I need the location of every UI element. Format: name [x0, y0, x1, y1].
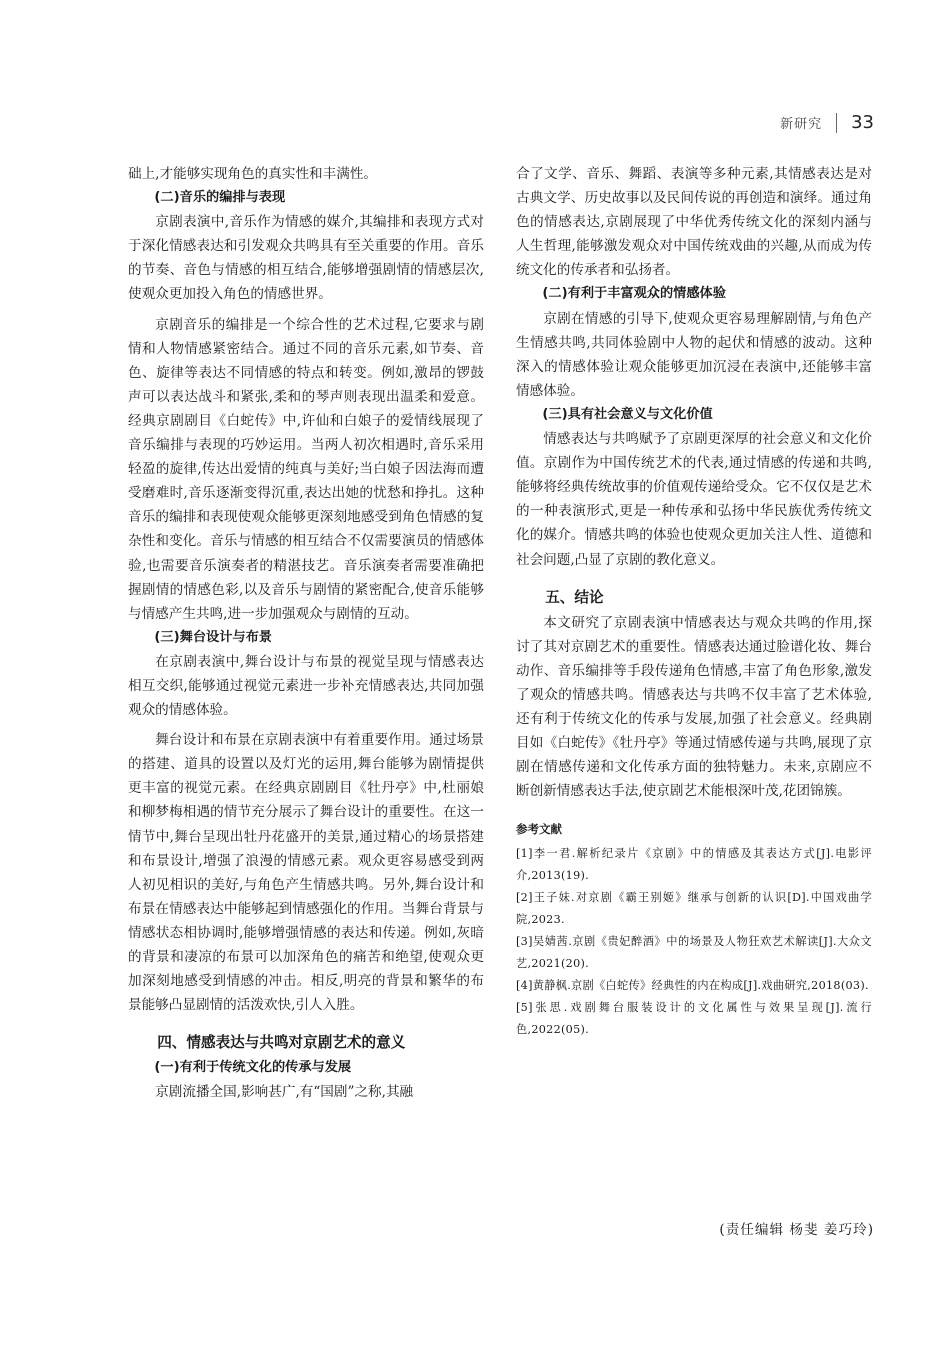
header-divider [836, 113, 837, 133]
reference-item: [3]吴婧茜.京剧《贵妃醉酒》中的场景及人物狂欢艺术解读[J].大众文艺,2021(20). [516, 935, 872, 971]
reference-item: [2]王子妹.对京剧《霸王别姬》继承与创新的认识[D].中国戏曲学院,2023. [516, 891, 872, 927]
running-header [780, 112, 874, 133]
subheading-social: (三)具有社会意义与文化价值 [542, 406, 713, 422]
reference-item: [1]李一君.解析纪录片《京剧》中的情感及其表达方式[J].电影评介,2013(19). [516, 847, 872, 883]
paragraph-continued: 合了文学、音乐、舞蹈、表演等多种元素,其情感表达是对古典文学、历史故事以及民间传说的再创造和演绎。通过角色的情感表达,京剧展现了中华优秀传统文化的深刻内涵与人生哲理,能够激发观众对中国传统戏曲的兴趣,从而成为传统文化的传承者和弘扬者。 [516, 166, 872, 279]
paragraph: 京剧流播全国,影响甚广,有“国剧”之称,其融 [155, 1084, 414, 1101]
reference-item: [4]黄静枫.京剧《白蛇传》经典性的内在构成[J].戏曲研究,2018(03). [516, 979, 869, 993]
paragraph: 舞台设计和布景在京剧表演中有着重要作用。通过场景的搭建、道具的设置以及灯光的运用,舞台能够为剧情提供更丰富的视觉元素。在经典京剧剧目《牡丹亭》中,杜丽娘和柳梦梅相遇的情节充分展示了舞台设计的重要性。在这一情节中,舞台呈现出牡丹花盛开的美景,通过精心的场景搭建和布景设计,增强了浪漫的情感元素。观众更容易感受到两人初见相识的美好,与角色产生情感共鸣。另外,舞台设计和布景在情感表达中能够起到情感强化的作用。当舞台背景与情感状态相协调时,能够增强情感的表达和传递。例如,灰暗的背景和凄凉的布景可以加深角色的痛苦和绝望,使观众更加深刻地感受到情感的冲击。相反,明亮的背景和繁华的布景能够凸显剧情的活泼欢快,引人入胜。 [128, 732, 484, 1014]
paragraph: 本文研究了京剧表演中情感表达与观众共鸣的作用,探讨了其对京剧艺术的重要性。情感表达通过脸谱化妆、舞台动作、音乐编排等手段传递角色情感,丰富了角色形象,激发了观众的情感共鸣。情感表达与共鸣不仅丰富了艺术体验,还有利于传统文化的传承与发展,加强了社会意义。经典剧目如《白蛇传》《牡丹亭》等通过情感传递与共鸣,展现了京剧在情感传递和文化传承方面的独特魅力。未来,京剧应不断创新情感表达手法,使京剧艺术能根深叶茂,花团锦簇。 [516, 614, 872, 800]
section-heading-significance: 四、情感表达与共鸣对京剧艺术的意义 [157, 1034, 406, 1052]
page-number: 33 [851, 112, 874, 133]
paragraph: 京剧音乐的编排是一个综合性的艺术过程,它要求与剧情和人物情感紧密结合。通过不同的音乐元素,如节奏、音色、旋律等表达不同情感的特点和转变。例如,激昂的锣鼓声可以表达战斗和紧张,柔和的琴声则表现出温柔和爱意。经典京剧剧目《白蛇传》中,许仙和白娘子的爱情线展现了音乐编排与表现的巧妙运用。当两人初次相遇时,音乐采用轻盈的旋律,传达出爱情的纯真与美好;当白娘子因法海而遭受磨难时,音乐逐渐变得沉重,表达出她的忧愁和挣扎。这种音乐的编排和表现使观众能够更深刻地感受到角色情感的复杂性和变化。音乐与情感的相互结合不仅需要演员的情感体验,也需要音乐演奏者的精湛技艺。音乐演奏者需要准确把握剧情的情感色彩,以及音乐与剧情的紧密配合,使音乐能够与情感产生共鸣,进一步加强观众与剧情的互动。 [128, 316, 484, 622]
editor-credit: (责任编辑 杨斐 姜巧玲) [719, 1222, 874, 1238]
paragraph-continued: 础上,才能够实现角色的真实性和丰满性。 [128, 166, 378, 182]
paragraph: 京剧表演中,音乐作为情感的媒介,其编排和表现方式对于深化情感表达和引发观众共鸣具有至关重要的作用。音乐的节奏、音色与情感的相互结合,能够增强剧情的情感层次,使观众更加投入角色的情感世界。 [128, 214, 484, 303]
subheading-stage: (三)舞台设计与布景 [154, 629, 272, 645]
reference-item: [5]张思.戏剧舞台服装设计的文化属性与效果呈现[J].流行色,2022(05). [516, 1001, 872, 1037]
references-title: 参考文献 [516, 822, 562, 837]
paragraph: 情感表达与共鸣赋予了京剧更深厚的社会意义和文化价值。京剧作为中国传统艺术的代表,通过情感的传递和共鸣,能够将经典传统故事的价值观传递给受众。它不仅仅是艺术的一种表演形式,更是一种传承和弘扬中华民族优秀传统文化的媒介。情感共鸣的体验也使观众更加关注人性、道德和社会问题,凸显了京剧的教化意义。 [516, 431, 872, 568]
references-list [516, 843, 872, 1041]
section-name: 新研究 [780, 117, 823, 132]
section-heading-conclusion: 五、结论 [545, 588, 604, 606]
left-column [128, 162, 484, 1104]
paragraph: 京剧在情感的引导下,使观众更容易理解剧情,与角色产生情感共鸣,共同体验剧中人物的起伏和情感的波动。这种深入的情感体验让观众能够更加沉浸在表演中,还能够丰富情感体验。 [516, 310, 872, 399]
paragraph: 在京剧表演中,舞台设计与布景的视觉呈现与情感表达相互交织,能够通过视觉元素进一步补充情感表达,共同加强观众的情感体验。 [128, 653, 484, 719]
subheading-music: (二)音乐的编排与表现 [154, 190, 286, 206]
subheading-tradition: (一)有利于传统文化的传承与发展 [154, 1060, 352, 1076]
right-column [516, 162, 872, 1041]
subheading-experience: (二)有利于丰富观众的情感体验 [542, 286, 726, 302]
